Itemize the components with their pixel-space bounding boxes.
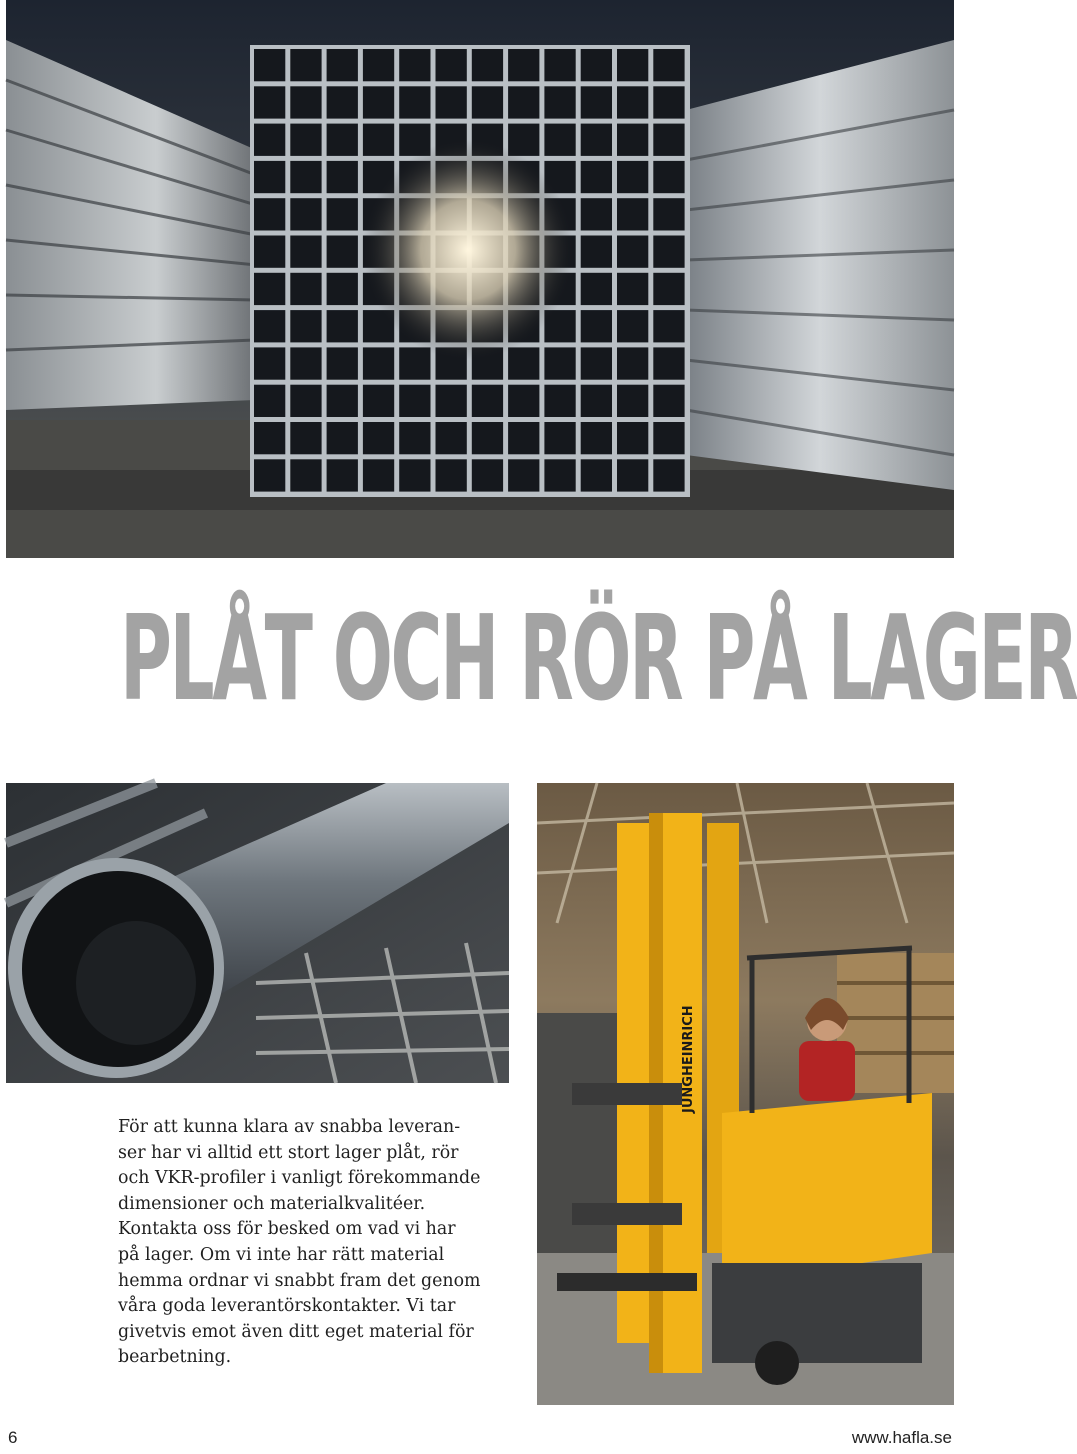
tube-opening	[617, 385, 648, 417]
page-number: 6	[8, 1428, 18, 1447]
tube-opening	[581, 86, 612, 118]
tube-opening	[472, 86, 503, 118]
body-line: dimensioner och materialkvalitéer.	[118, 1193, 426, 1214]
tube-opening	[436, 49, 467, 81]
tube-opening	[363, 347, 394, 379]
tube-opening	[436, 459, 467, 491]
tube-opening	[653, 161, 684, 193]
tube-opening	[544, 422, 575, 454]
tube-opening	[617, 124, 648, 156]
tube-opening	[254, 385, 285, 417]
tube-opening	[581, 124, 612, 156]
tube-opening	[581, 49, 612, 81]
tube-opening	[617, 49, 648, 81]
tube-opening	[327, 273, 358, 305]
tube-opening	[290, 347, 321, 379]
tube-opening	[254, 347, 285, 379]
tube-opening	[327, 236, 358, 268]
tube-opening	[617, 459, 648, 491]
tube-opening	[254, 459, 285, 491]
tube-opening	[436, 385, 467, 417]
tube-opening	[581, 459, 612, 491]
tube-opening	[544, 385, 575, 417]
tube-opening	[544, 49, 575, 81]
tube-opening	[290, 86, 321, 118]
tube-opening	[327, 347, 358, 379]
tube-opening	[508, 49, 539, 81]
tube-opening	[327, 86, 358, 118]
tube-opening	[327, 385, 358, 417]
tube-opening	[254, 124, 285, 156]
tube-opening	[617, 161, 648, 193]
tube-opening	[254, 86, 285, 118]
tube-opening	[617, 422, 648, 454]
tube-opening	[508, 347, 539, 379]
tube-opening	[544, 86, 575, 118]
hero-photo-square-tubes	[6, 0, 954, 558]
tube-opening	[290, 236, 321, 268]
tube-opening	[581, 273, 612, 305]
tube-opening	[581, 161, 612, 193]
body-line: på lager. Om vi inte har rätt material	[118, 1244, 445, 1265]
tube-opening	[653, 124, 684, 156]
tube-opening	[508, 385, 539, 417]
tube-opening	[327, 124, 358, 156]
tube-opening	[653, 86, 684, 118]
tube-opening	[363, 385, 394, 417]
tube-opening	[436, 422, 467, 454]
body-line: och VKR-profiler i vanligt förekommande	[118, 1168, 481, 1189]
tube-opening	[581, 422, 612, 454]
tube-opening	[254, 310, 285, 342]
tube-opening	[617, 198, 648, 230]
body-line: bearbetning.	[118, 1347, 232, 1368]
tube-opening	[363, 124, 394, 156]
tube-opening	[399, 347, 430, 379]
tube-opening	[399, 422, 430, 454]
tube-opening	[290, 459, 321, 491]
tube-opening	[617, 273, 648, 305]
tube-opening	[254, 49, 285, 81]
tube-opening	[653, 198, 684, 230]
tube-opening	[290, 198, 321, 230]
tube-opening	[363, 86, 394, 118]
body-line: givetvis emot även ditt eget material för	[118, 1321, 474, 1342]
tube-opening	[327, 161, 358, 193]
tube-opening	[290, 49, 321, 81]
tube-opening	[363, 422, 394, 454]
tube-opening	[653, 49, 684, 81]
forklift-brand-label: JUNGHEINRICH	[681, 1005, 696, 1113]
tube-opening	[290, 161, 321, 193]
tube-opening	[436, 86, 467, 118]
tube-opening	[581, 347, 612, 379]
tube-opening	[653, 273, 684, 305]
tube-opening	[544, 347, 575, 379]
tube-opening	[508, 86, 539, 118]
tube-opening	[653, 236, 684, 268]
tube-opening	[254, 422, 285, 454]
tube-opening	[653, 422, 684, 454]
tube-opening	[290, 310, 321, 342]
tube-opening	[327, 49, 358, 81]
tube-opening	[327, 459, 358, 491]
tube-opening	[399, 459, 430, 491]
tube-opening	[254, 273, 285, 305]
tube-opening	[290, 385, 321, 417]
body-line: våra goda leverantörskontakter. Vi tar	[118, 1296, 456, 1317]
tube-opening	[581, 198, 612, 230]
tube-opening	[544, 124, 575, 156]
tube-opening	[399, 49, 430, 81]
body-line: ser har vi alltid ett stort lager plåt, rör	[118, 1142, 459, 1163]
tube-opening	[399, 385, 430, 417]
tube-opening	[290, 273, 321, 305]
body-paragraph	[118, 1115, 518, 1371]
tube-opening	[617, 310, 648, 342]
tube-opening	[254, 236, 285, 268]
tube-opening	[581, 385, 612, 417]
tube-opening	[254, 161, 285, 193]
tube-opening	[617, 236, 648, 268]
tube-opening	[327, 198, 358, 230]
tube-opening	[472, 385, 503, 417]
round-pipe-photo	[6, 783, 509, 1083]
tube-opening	[653, 347, 684, 379]
tube-opening	[581, 236, 612, 268]
tube-opening	[254, 198, 285, 230]
body-line: För att kunna klara av snabba leveran-	[118, 1117, 461, 1137]
tube-opening	[544, 459, 575, 491]
body-line: hemma ordnar vi snabbt fram det genom	[118, 1270, 481, 1291]
tube-opening	[617, 86, 648, 118]
tube-opening	[472, 422, 503, 454]
body-line: Kontakta oss för besked om vad vi har	[118, 1219, 456, 1240]
tube-opening	[508, 422, 539, 454]
tube-opening	[327, 310, 358, 342]
tube-opening	[399, 86, 430, 118]
tube-opening	[363, 49, 394, 81]
page-title: PLÅT OCH RÖR PÅ LAGER	[120, 589, 1077, 727]
tube-opening	[472, 459, 503, 491]
website-link[interactable]: www.hafla.se	[851, 1428, 952, 1447]
tube-opening	[653, 310, 684, 342]
tube-opening	[581, 310, 612, 342]
forklift-warehouse-photo	[537, 783, 954, 1405]
tube-opening	[363, 459, 394, 491]
tube-opening	[617, 347, 648, 379]
tube-opening	[327, 422, 358, 454]
tube-opening	[290, 124, 321, 156]
tube-opening	[290, 422, 321, 454]
tube-opening	[653, 459, 684, 491]
tube-opening	[472, 49, 503, 81]
tube-opening	[508, 459, 539, 491]
tube-opening	[653, 385, 684, 417]
